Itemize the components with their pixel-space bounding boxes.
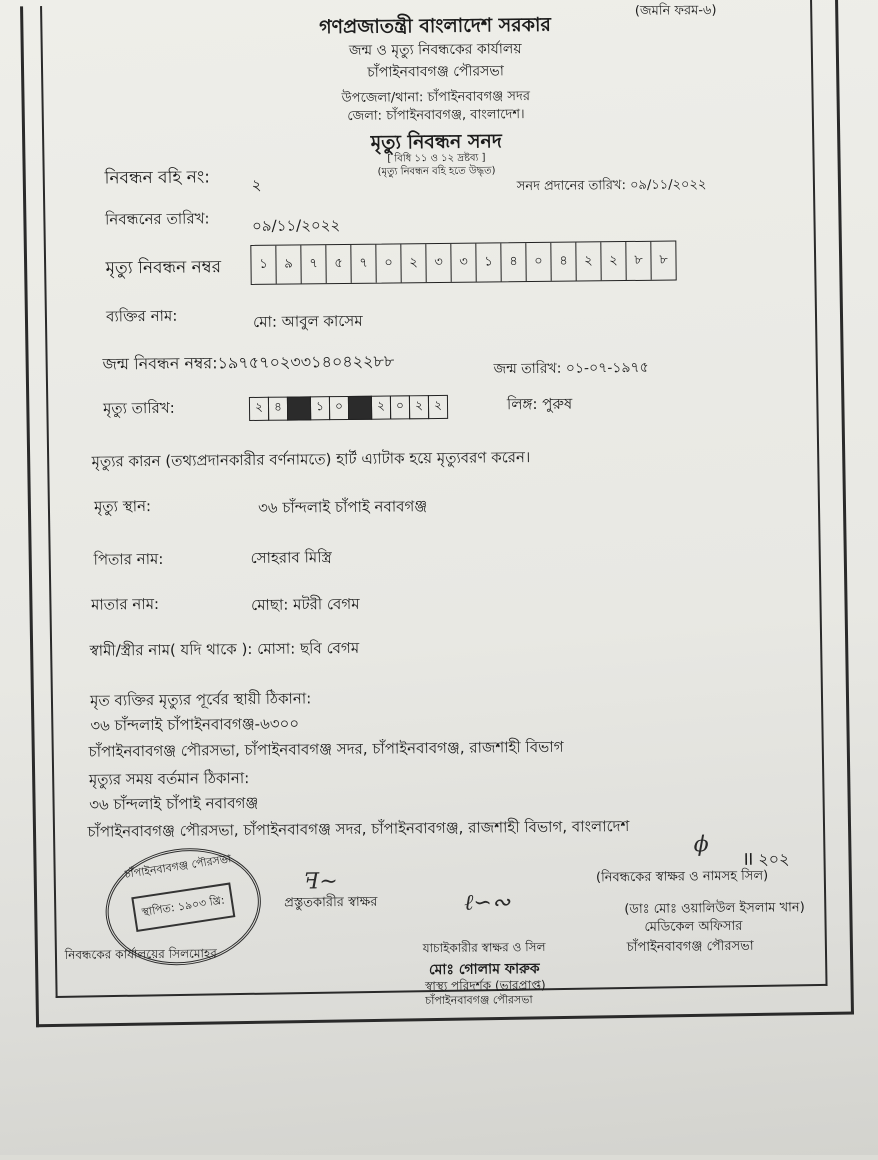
reg-digit: ৮ <box>659 252 668 268</box>
date-digit: ২ <box>428 395 448 419</box>
district-line: জেলা: চাঁপাইনবাবগঞ্জ, বাংলাদেশ। <box>347 107 525 124</box>
current-address-label: মৃত্যুর সময় বর্তমান ঠিকানা: <box>88 769 250 789</box>
cause-of-death: মৃত্যুর কারন (তথ্যপ্রদানকারীর বর্ণনামতে) হার্ট এ্যাটাক হয়ে মৃত্যুবরণ করেন। <box>91 448 531 471</box>
death-date-label: মৃত্যু তারিখ: <box>102 398 175 418</box>
father-name-value: সোহরাব মিস্ত্রি <box>250 548 332 567</box>
reg-digit: ৭ <box>301 245 326 283</box>
reg-digit: ৪ <box>551 243 576 281</box>
registrar-seal-label: নিবন্ধকের কার্যালয়ের সিলমোহর <box>64 946 217 962</box>
form-number: (জমনি ফরম-৬) <box>634 3 717 19</box>
reg-digit: ২ <box>576 242 601 280</box>
reg-digit: ৪ <box>501 243 526 281</box>
date-digit: ০ <box>390 395 410 419</box>
gender: লিঙ্গ: পুরুষ <box>506 394 573 414</box>
date-digit: ৪ <box>268 397 288 421</box>
person-name-value: মো: আবুল কাসেম <box>253 311 363 331</box>
permanent-address-line2: চাঁপাইনবাবগঞ্জ পৌরসভা, চাঁপাইনবাবগঞ্জ সদর, চাঁপাইনবাবগঞ্জ, রাজশাহী বিভাগ <box>88 737 564 761</box>
reg-digit: ১ <box>476 243 501 281</box>
medical-officer-name: (ডাঃ মোঃ ওয়ালিউল ইসলাম খান) <box>624 900 805 918</box>
medical-officer-title: মেডিকেল অফিসার <box>644 918 743 935</box>
registration-number-label: মৃত্যু নিবন্ধন নম্বর <box>105 257 222 279</box>
verifier-signature-label: যাচাইকারীর স্বাক্ষর ও সিল <box>422 939 546 956</box>
mother-name-label: মাতার নাম: <box>90 594 160 614</box>
father-name-label: পিতার নাম: <box>93 549 164 569</box>
reg-digit: ৯ <box>276 245 301 283</box>
date-separator <box>348 396 372 420</box>
mother-name-value: মোছা: মটরী বেগম <box>250 594 360 614</box>
reg-digit: ২ <box>601 242 626 280</box>
book-number-label: নিবন্ধন বহি নং: <box>104 167 211 189</box>
preparer-signature: ꟻ~ <box>303 869 338 895</box>
extract-note: (মৃত্যু নিবন্ধন বহি হতে উদ্ধৃত) <box>377 165 496 178</box>
certificate-title: মৃত্যু নিবন্ধন সনদ <box>370 130 502 154</box>
office-name: জন্ম ও মৃত্যু নিবন্ধকের কার্যালয় <box>348 41 522 59</box>
inspector-title: স্বাস্থ্য পরিদর্শক (ভারপ্রাপ্ত) <box>425 977 546 994</box>
reg-digit: ২ <box>401 244 426 282</box>
permanent-address-label: মৃত ব্যক্তির মৃত্যুর পূর্বের স্থায়ী ঠিকানা: <box>89 689 312 710</box>
death-place-label: মৃত্যু স্থান: <box>93 497 152 516</box>
registrar-signature-label: (নিবন্ধকের স্বাক্ষর ও নামসহ সিল) <box>595 868 769 886</box>
reg-digit: ৩ <box>426 244 451 282</box>
rule-reference: [ বিধি ১১ ও ১২ দ্রষ্টব্য ] <box>387 152 486 165</box>
inspector-name: মোঃ গোলাম ফারুক <box>428 960 540 979</box>
current-address-line2: চাঁপাইনবাবগঞ্জ পৌরসভা, চাঁপাইনবাবগঞ্জ সদর, চাঁপাইনবাবগঞ্জ, রাজশাহী বিভাগ, বাংলাদেশ <box>87 817 630 841</box>
birth-registration-number: জন্ম নিবন্ধন নম্বর:১৯৭৫৭০২৩৩১৪০৪২২৮৮ <box>102 351 395 374</box>
reg-digit: ১ <box>251 246 276 284</box>
upazila-line: উপজেলা/থানা: চাঁপাইনবাবগঞ্জ সদর <box>341 89 531 107</box>
reg-digit: ৭ <box>351 245 376 283</box>
date-separator <box>287 396 311 420</box>
current-address-line1: ৩৬ চাঁন্দলাই চাঁপাই নবাবগঞ্জ <box>89 793 259 814</box>
registrar-signature: ϕ <box>693 832 709 858</box>
date-of-birth: জন্ম তারিখ: ০১-০৭-১৯৭৫ <box>493 359 649 378</box>
date-digit: ২ <box>371 396 391 420</box>
death-date-boxes <box>250 395 448 421</box>
date-digit: ২ <box>409 395 429 419</box>
date-digit: ০ <box>329 396 349 420</box>
registration-date-label: নিবন্ধনের তারিখ: <box>104 209 210 229</box>
spouse-name: স্বামী/স্ত্রীর নাম( যদি থাকে ): মোসা: ছবি বেগম <box>89 638 360 660</box>
seal-ring-text: চাঁপাইনবাবগঞ্জ পৌরসভা <box>123 852 232 882</box>
inspector-office: চাঁপাইনবাবগঞ্জ পৌরসভা <box>425 993 533 1008</box>
date-digit: ২ <box>249 397 269 421</box>
death-place-value: ৩৬ চাঁন্দলাই চাঁপাই নবাবগঞ্জ <box>257 497 428 517</box>
reg-digit: ৮ <box>626 242 651 280</box>
person-name-label: ব্যক্তির নাম: <box>105 306 178 326</box>
reg-digit: ৫ <box>326 245 351 283</box>
book-number-value: ২ <box>251 175 262 194</box>
reg-digit: ০ <box>526 243 551 281</box>
reg-digit: ৩ <box>451 244 476 282</box>
reg-digit: ০ <box>376 244 401 282</box>
issue-date: সনদ প্রদানের তারিখ: ০৯/১১/২০২২ <box>516 177 707 195</box>
preparer-signature-label: প্রস্তুতকারীর স্বাক্ষর <box>284 894 378 911</box>
registration-number-boxes <box>250 241 676 285</box>
permanent-address-line1: ৩৬ চাঁন্দলাই চাঁপাইনবাবগঞ্জ-৬৩০০ <box>90 714 300 735</box>
date-digit: ১ <box>310 396 330 420</box>
seal-center-text: স্থাপিত: ১৯০৩ খ্রি: <box>131 882 235 932</box>
municipality-name: চাঁপাইনবাবগঞ্জ পৌরসভা <box>367 63 504 81</box>
registration-date-value: ০৯/১১/২০২২ <box>252 216 341 235</box>
verifier-signature: ℓ∽∾ <box>464 890 511 916</box>
registrar-signature-date: II ২০২ <box>743 849 790 869</box>
government-title: গণপ্রজাতন্ত্রী বাংলাদেশ সরকার <box>319 13 552 39</box>
medical-officer-office: চাঁপাইনবাবগঞ্জ পৌরসভা <box>626 938 754 956</box>
